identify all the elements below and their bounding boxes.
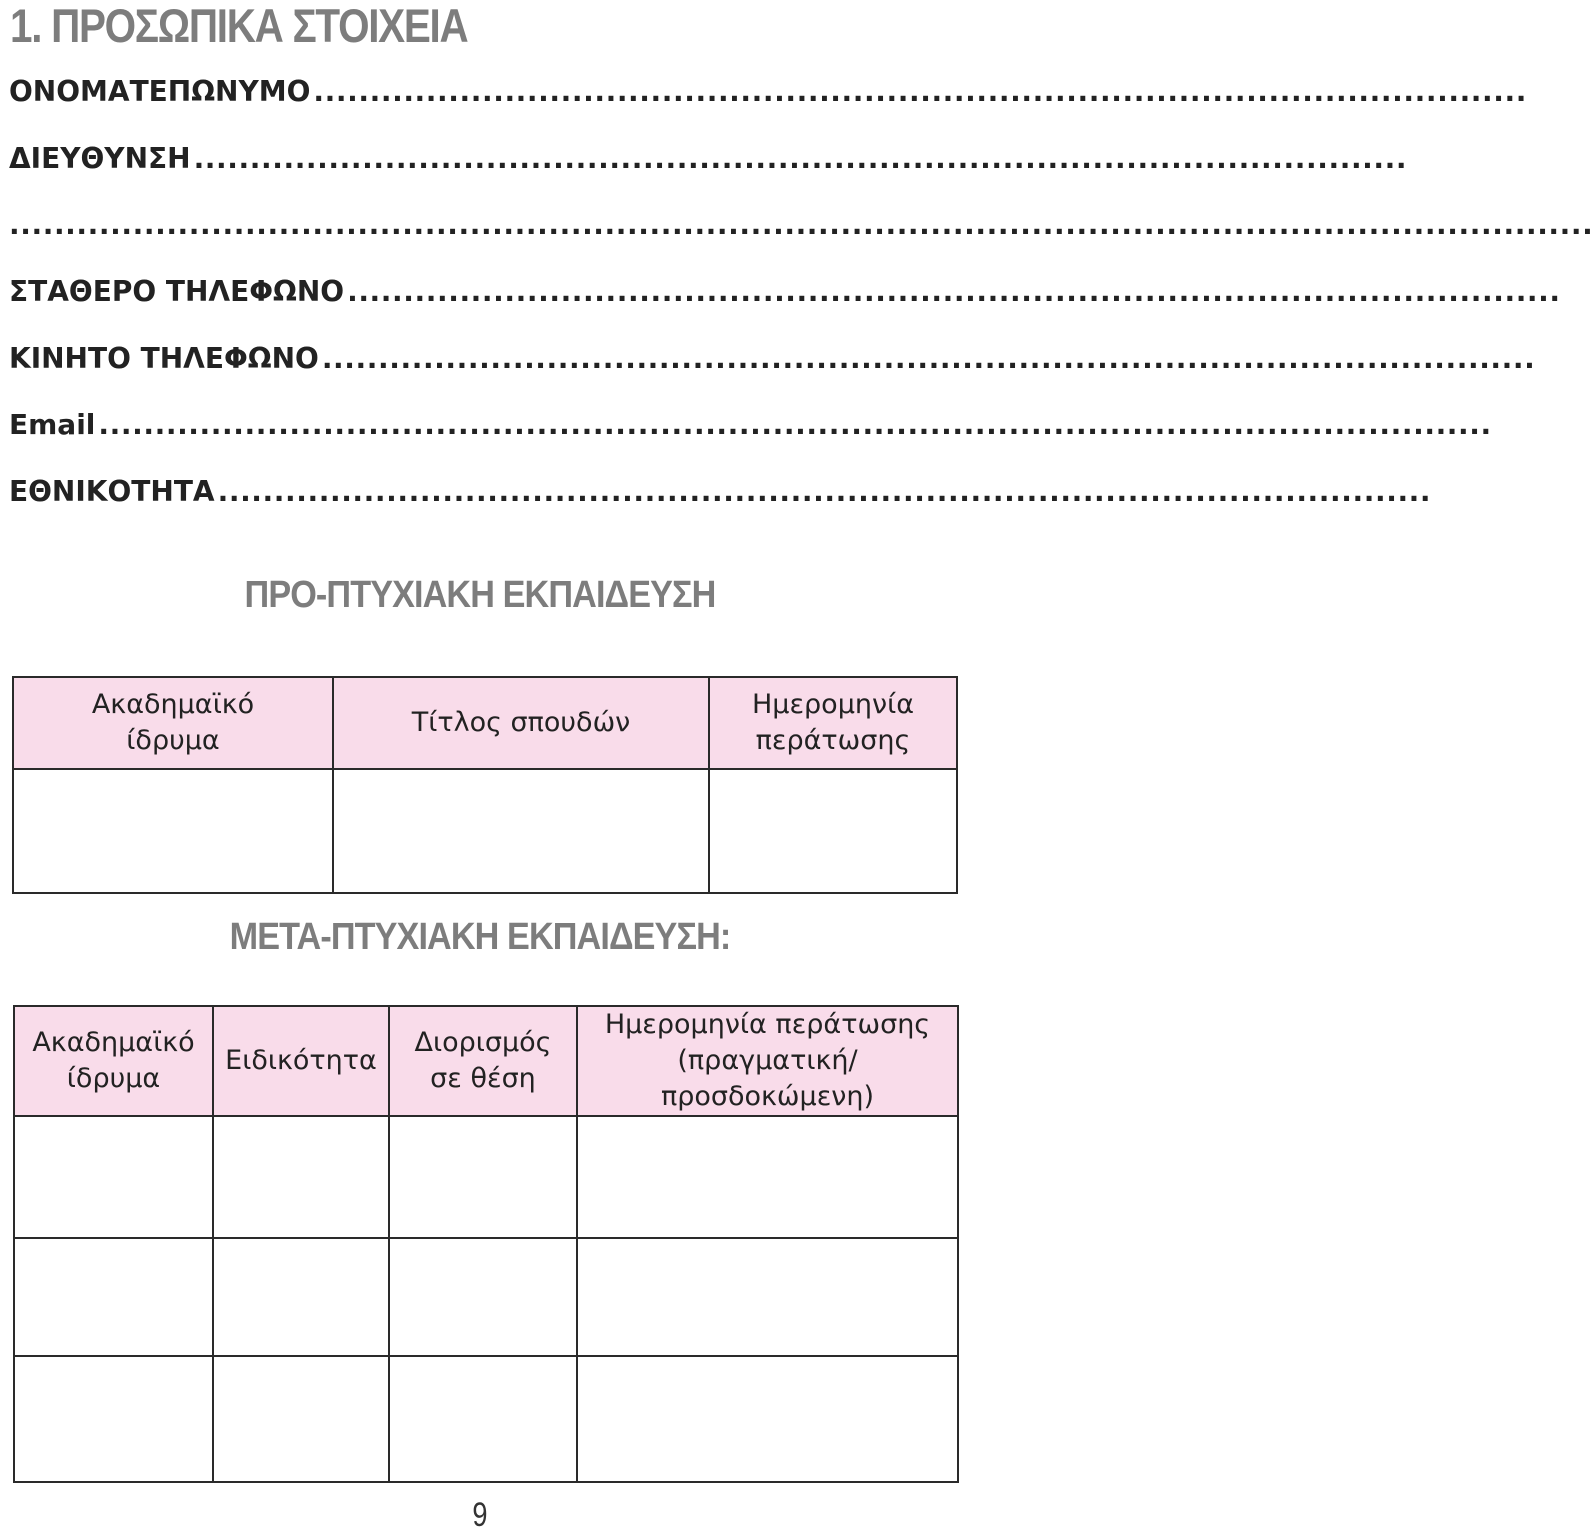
table-row (14, 1116, 958, 1238)
header-completion-date: Ημερομηνία περάτωσης (πραγματική/προσδοκώμενη) (577, 1006, 958, 1116)
address-field[interactable] (9, 125, 1408, 192)
appointment-cell[interactable] (389, 1116, 577, 1238)
institution-cell[interactable] (14, 1238, 213, 1356)
header-appointment: Διορισμός σε θέση (389, 1006, 577, 1116)
header-specialty: Ειδικότητα (213, 1006, 389, 1116)
table-row (14, 1238, 958, 1356)
landline-phone-field[interactable] (9, 258, 1561, 325)
personal-info-fields (9, 58, 1593, 525)
specialty-cell[interactable] (213, 1116, 389, 1238)
pre-graduate-table (12, 676, 958, 894)
institution-cell[interactable] (14, 1356, 213, 1482)
institution-cell[interactable] (14, 1116, 213, 1238)
nationality-field[interactable] (9, 458, 1432, 525)
pre-graduate-heading: ΠΡΟ-ΠΤΥΧΙΑΚΗ ΕΚΠΑΙΔΕΥΣΗ (244, 574, 716, 616)
address-continuation-field[interactable] (9, 191, 1593, 258)
mobile-phone-label: ΚΙΝΗΤΟ ΤΗΛΕΦΩΝΟ (9, 341, 319, 375)
fullname-field[interactable] (9, 58, 1527, 125)
address-continuation-dotted-line[interactable]: ............................................................................................................................................. (9, 208, 1593, 242)
header-institution: Ακαδημαϊκό ίδρυμα (13, 677, 333, 769)
mobile-phone-field[interactable] (9, 325, 1536, 392)
table-row (14, 1356, 958, 1482)
table-header-row (14, 1006, 958, 1116)
nationality-label: ΕΘΝΙΚΟΤΗΤΑ (9, 474, 215, 508)
completion-date-cell[interactable] (709, 769, 957, 893)
nationality-dotted-line[interactable]: ............................................................................................................ (217, 474, 1432, 508)
email-dotted-line[interactable]: ............................................................................................................................ (98, 408, 1492, 442)
fullname-dotted-line[interactable]: ............................................................................................................ (313, 74, 1527, 108)
post-graduate-table (13, 1005, 959, 1483)
completion-date-cell[interactable] (577, 1238, 958, 1356)
table-header-row (13, 677, 957, 769)
page-number: 9 (472, 1496, 488, 1534)
completion-date-cell[interactable] (577, 1356, 958, 1482)
landline-phone-dotted-line[interactable]: ............................................................................................................ (347, 274, 1561, 308)
completion-date-cell[interactable] (577, 1116, 958, 1238)
header-degree-title: Τίτλος σπουδών (333, 677, 709, 769)
post-graduate-heading: ΜΕΤΑ-ΠΤΥΧΙΑΚΗ ΕΚΠΑΙΔΕΥΣΗ: (229, 916, 731, 958)
email-field[interactable] (9, 391, 1492, 458)
specialty-cell[interactable] (213, 1356, 389, 1482)
address-dotted-line[interactable]: ............................................................................................................ (193, 141, 1408, 175)
specialty-cell[interactable] (213, 1238, 389, 1356)
section-title: 1. ΠΡΟΣΩΠΙΚΑ ΣΤΟΙΧΕΙΑ (10, 0, 468, 52)
fullname-label: ΟΝΟΜΑΤΕΠΩΝΥΜΟ (9, 74, 311, 108)
landline-phone-label: ΣΤΑΘΕΡΟ ΤΗΛΕΦΩΝΟ (9, 274, 345, 308)
address-label: ΔΙΕΥΘΥΝΣΗ (9, 141, 191, 175)
mobile-phone-dotted-line[interactable]: ............................................................................................................ (321, 341, 1536, 375)
email-label: Email (9, 408, 96, 442)
degree-title-cell[interactable] (333, 769, 709, 893)
institution-cell[interactable] (13, 769, 333, 893)
table-row (13, 769, 957, 893)
appointment-cell[interactable] (389, 1238, 577, 1356)
header-completion-date: Ημερομηνία περάτωσης (709, 677, 957, 769)
appointment-cell[interactable] (389, 1356, 577, 1482)
header-institution: Ακαδημαϊκό ίδρυμα (14, 1006, 213, 1116)
